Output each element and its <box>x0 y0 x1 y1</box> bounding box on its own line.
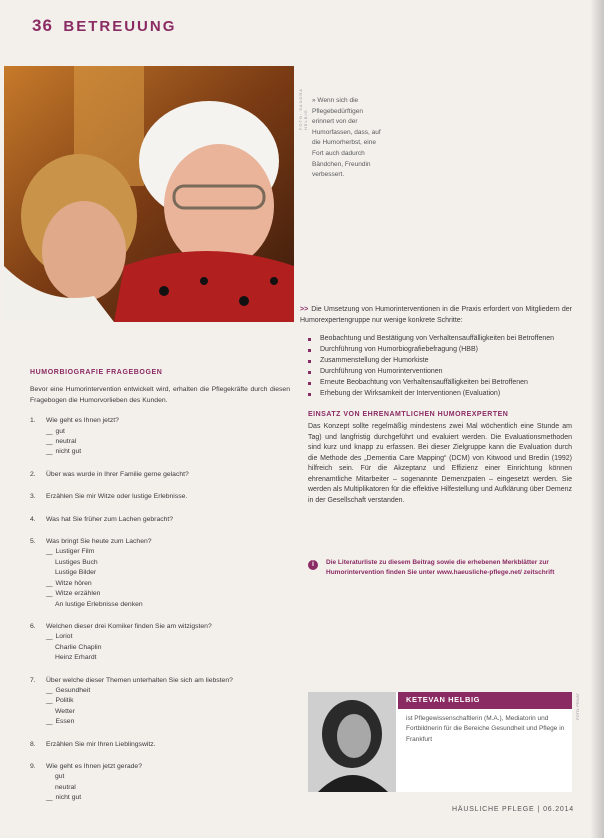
answer-option: neutral <box>55 783 76 791</box>
question-text: Über welche dieser Themen unterhalten Sie sich am liebsten? <box>46 676 233 684</box>
list-item: Durchführung von Humorinterventionen <box>308 367 572 378</box>
answer-option: __ gut <box>46 427 290 437</box>
answer-option: Charlie Chaplin <box>55 643 102 651</box>
steps-list <box>308 334 572 400</box>
question-number: 4. <box>30 515 36 523</box>
question <box>30 416 290 458</box>
photo-caption: » Wenn sich die Pflegebedürftigen erinnert von der Humorfassen, dass, auf die Humorherbst, eine Fort auch dadurch Bändchen, Freundin verbessert. <box>312 97 381 179</box>
question-text: Was hat Sie früher zum Lachen gebracht? <box>46 515 174 523</box>
question-number: 8. <box>30 740 36 748</box>
author-name: KETEVAN HELBIG <box>406 695 481 704</box>
photo-illustration <box>4 66 294 322</box>
question <box>30 762 290 804</box>
question-text: Erzählen Sie mir Ihren Lieblingswitz. <box>46 740 156 748</box>
question <box>30 676 290 728</box>
issue-number: 06.2014 <box>543 806 574 813</box>
questionnaire-box <box>30 368 290 816</box>
author-box <box>308 692 572 792</box>
question-number: 5. <box>30 538 36 546</box>
list-item: Erneute Beobachtung von Verhaltensauffälligkeiten bei Betroffenen <box>308 378 572 389</box>
answer-option: __ nicht gut <box>46 447 290 457</box>
answer-options <box>46 547 290 609</box>
literature-note <box>308 558 568 579</box>
section-title: BETREUUNG <box>63 18 177 35</box>
intro-marker: >> <box>300 306 309 313</box>
question-number: 6. <box>30 622 36 630</box>
answer-options <box>46 772 290 803</box>
question-number: 7. <box>30 676 36 684</box>
page-footer <box>452 806 574 813</box>
answer-option: __ Politik <box>46 696 290 706</box>
question-number: 9. <box>30 762 36 770</box>
list-item: Beobachtung und Bestätigung von Verhaltensauffälligkeiten bei Betroffenen <box>308 334 572 345</box>
portrait-illustration <box>308 692 396 792</box>
answer-option: Wetter <box>55 707 75 715</box>
list-item: Erhebung der Wirksamkeit der Interventionen (Evaluation) <box>308 389 572 400</box>
photo-credit: FOTO: SANDRA HELBIG <box>298 88 308 130</box>
list-item: Durchführung von Humorbiografiebefragung (HBB) <box>308 345 572 356</box>
footer-separator: | <box>537 806 541 813</box>
info-icon: i <box>308 560 318 570</box>
answer-options <box>46 686 290 728</box>
answer-option: __ Loriot <box>46 632 290 642</box>
body-paragraph: Das Konzept sollte regelmäßig mindestens zwei Mal wöchentlich eine Stunde am Tag) und langfristig durchgeführt und evaluiert werden. Die Evaluationsmethoden sind kurz und knapp zu erfassen. Bei dieser Zielgruppe kann die Evaluation durch die Methode des „Dementia Care Mapping“ (DCM) von Kitwood und Bredin (1992) hilfreich sein. Für die Akzeptanz und Effizienz einer Einrichtung können ehrenamtliche Mitarbeiter – sogenannte Demenzpaten – eingesetzt werden. Sie werden als Multiplikatoren für die effektive Hilfestellung und Aufklärung über Demenz in der Gesellschaft verstanden. <box>308 423 572 504</box>
question <box>30 537 290 610</box>
author-name-bar <box>398 692 572 709</box>
article-right-column <box>300 305 572 506</box>
question-text: Erzählen Sie mir Witze oder lustige Erlebnisse. <box>46 493 188 501</box>
answer-option: Heinz Erhardt <box>55 654 97 662</box>
question-text: Wie geht es Ihnen jetzt? <box>46 417 119 425</box>
list-item: Zusammenstellung der Humorkiste <box>308 356 572 367</box>
answer-option: __ Lustiger Film <box>46 547 290 557</box>
question-text: Über was wurde in Ihrer Familie gerne gelacht? <box>46 470 189 478</box>
answer-option: __ Witze erzählen <box>46 589 290 599</box>
steps-intro <box>300 305 572 326</box>
author-bio: ist Pflegewissenschaftlerin (M.A.), Mediatorin und Fortbildnerin für die Bereiche Gesundheit und Pflege in Frankfurt <box>406 715 565 743</box>
answer-options <box>46 632 290 663</box>
question-number: 2. <box>30 470 36 478</box>
question <box>30 470 290 480</box>
literature-note-text: Die Literaturliste zu diesem Beitrag sowie die erhebenen Merkblätter zur Humorintervention finden Sie unter www.haeusliche-pflege.net/ zeitschrift <box>326 559 555 577</box>
answer-option: __ Essen <box>46 717 290 727</box>
author-portrait <box>308 692 396 792</box>
answer-option: gut <box>55 773 65 781</box>
magazine-name: HÄUSLICHE PFLEGE <box>452 806 535 813</box>
steps-intro-text: Die Umsetzung von Humorinterventionen in die Praxis erfordert von Mitgliedern der Humorexpertengruppe nur wenige konkrete Schritte: <box>300 306 572 324</box>
section-subheading: EINSATZ VON EHRENAMTLICHEN HUMOREXPERTEN <box>308 410 509 418</box>
question <box>30 515 290 525</box>
answer-option: __ Witze hören <box>46 579 290 589</box>
question-text: Was bringt Sie heute zum Lachen? <box>46 538 152 546</box>
question <box>30 622 290 664</box>
article-photo <box>4 66 294 322</box>
page-number: 36 <box>32 16 53 35</box>
answer-option: __ nicht gut <box>46 793 290 803</box>
question-number: 1. <box>30 417 36 425</box>
answer-option: An lustige Erlebnisse denken <box>55 600 143 608</box>
question <box>30 740 290 750</box>
answer-option: Lustige Bilder <box>55 569 97 577</box>
answer-option: __ Gesundheit <box>46 686 290 696</box>
question-text: Wie geht es Ihnen jetzt gerade? <box>46 762 142 770</box>
questionnaire-heading: HUMORBIOGRAFIE FRAGEBOGEN <box>30 369 163 376</box>
answer-option: Lustiges Buch <box>55 558 98 566</box>
questionnaire-intro: Bevor eine Humorintervention entwickelt wird, erhalten die Pflegekräfte durch diesen Fragebogen die Humorvorlieben des Kunden. <box>30 386 290 404</box>
page-header <box>32 16 176 36</box>
page-edge-shadow <box>590 0 604 838</box>
question <box>30 492 290 502</box>
question-text: Welchen dieser drei Komiker finden Sie am witzigsten? <box>46 622 212 630</box>
portrait-credit: FOTO: PRIVAT <box>575 692 580 720</box>
question-number: 3. <box>30 493 36 501</box>
answer-option: __ neutral <box>46 437 290 447</box>
answer-options <box>46 427 290 458</box>
